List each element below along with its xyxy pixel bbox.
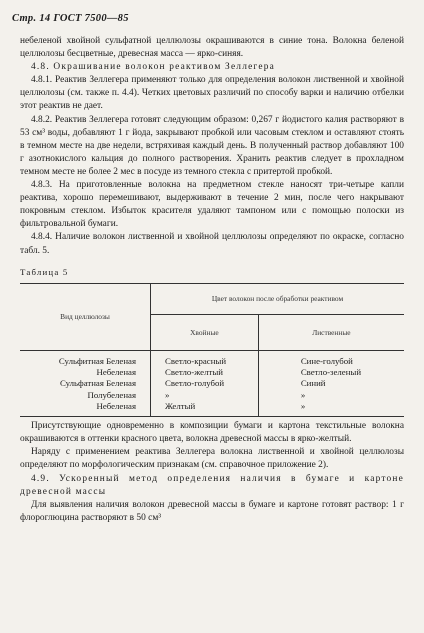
cell-type: Небеленая	[20, 401, 151, 417]
cell-conifer: Светло-красный	[151, 350, 259, 367]
table-row	[20, 350, 404, 367]
paragraph-4-8-1: 4.8.1. Реактив Зеллегера применяют только для определения волокон лиственной и хвойной целлюлозы (см. также п. 4.4). Четких цветовых различий по способу варки и наличию отбелки этот реактив не дает.	[20, 75, 404, 112]
table-row	[20, 367, 404, 378]
paragraph-4-8-3: 4.8.3. На приготовленные волокна на предметном стекле наносят три-четыре капли реактива, хорошо перемешивают, выдерживают в течение 2 мин, после чего накрывают покровным стеклом. Избыток красителя удаляют тампоном или с помощью полоски из фильтровальной бумаги.	[20, 180, 404, 230]
table-header-row	[20, 283, 404, 314]
table-5	[20, 283, 404, 417]
table-row	[20, 390, 404, 401]
col-group-header: Цвет волокон после обработки реактивом	[211, 294, 344, 304]
paragraph-morphology: Наряду с применением реактива Зеллегера волокна лиственной и хвойной целлюлозы определяют по морфологическим признакам (см. справочное приложение 2).	[20, 447, 404, 471]
cell-type: Сульфатная Беленая	[20, 378, 151, 389]
cell-deciduous: »	[300, 400, 306, 411]
section-heading-4-9: 4.9. Ускоренный метод определения наличия в бумаге и картоне древесной массы	[20, 473, 404, 497]
paragraph-4-8-2: 4.8.2. Реактив Зеллегера готовят следующим образом: 0,267 г йодистого калия растворяют в 53 см³ воды, добавляют 1 г йода, закрывают пробкой или часовым стеклом и оставляют стоять в темном месте на две недели, встряхивая каждый день. В полученный раствор добавляют 100 г азотнокислого кальция до полного растворения. Хранить реактив следует в прохладном темном месте не более 2 мес в посуде из темного стекла с притертой пробкой.	[20, 114, 404, 177]
cell-type: Небеленая	[20, 367, 151, 378]
table-row	[20, 401, 404, 417]
cell-conifer: Светло-голубой	[151, 378, 259, 389]
cell-conifer: Светло-желтый	[151, 367, 259, 378]
col-header-cellulose-type: Вид целлюлозы	[20, 283, 151, 350]
cell-deciduous: »	[300, 389, 306, 400]
table-caption: Таблица 5	[20, 266, 69, 277]
cell-conifer: Желтый	[151, 401, 259, 417]
document-body	[20, 35, 404, 525]
table-row	[20, 378, 404, 389]
cell-deciduous: Светло-зеленый	[300, 366, 362, 377]
cell-deciduous: Синий	[300, 378, 326, 389]
cell-deciduous: Сине-голубой	[300, 355, 353, 366]
paragraph-4-8-4: 4.8.4. Наличие волокон лиственной и хвойной целлюлозы определяют по окраске, согласно табл. 5.	[20, 232, 404, 256]
paragraph-textile-fibers: Присутствующие одновременно в композиции бумаги и картона текстильные волокна окрашиваются в оттенки красного цвета, волокна древесной массы в ярко-желтый.	[20, 421, 404, 445]
paragraph-phloroglucinol: Для выявления наличия волокон древесной массы в бумаге и картоне готовят раствор: 1 г флороглюцина растворяют в 50 см³	[20, 499, 404, 523]
col-header-deciduous: Лиственные	[258, 314, 404, 350]
cell-type: Сульфитная Беленая	[20, 350, 151, 367]
section-heading-4-8: 4.8. Окрашивание волокон реактивом Зеллегера	[31, 62, 275, 73]
col-header-conifer: Хвойные	[151, 314, 259, 350]
cell-conifer: »	[151, 390, 259, 401]
cell-type: Полубеленая	[20, 390, 151, 401]
page-header: Стр. 14 ГОСТ 7500—85	[12, 13, 129, 24]
paragraph-continuation: небеленой хвойной сульфатной целлюлозы окрашиваются в синие тона. Волокна беленой целлюлозы бесцветные, древесная масса — ярко-синяя.	[20, 36, 404, 60]
